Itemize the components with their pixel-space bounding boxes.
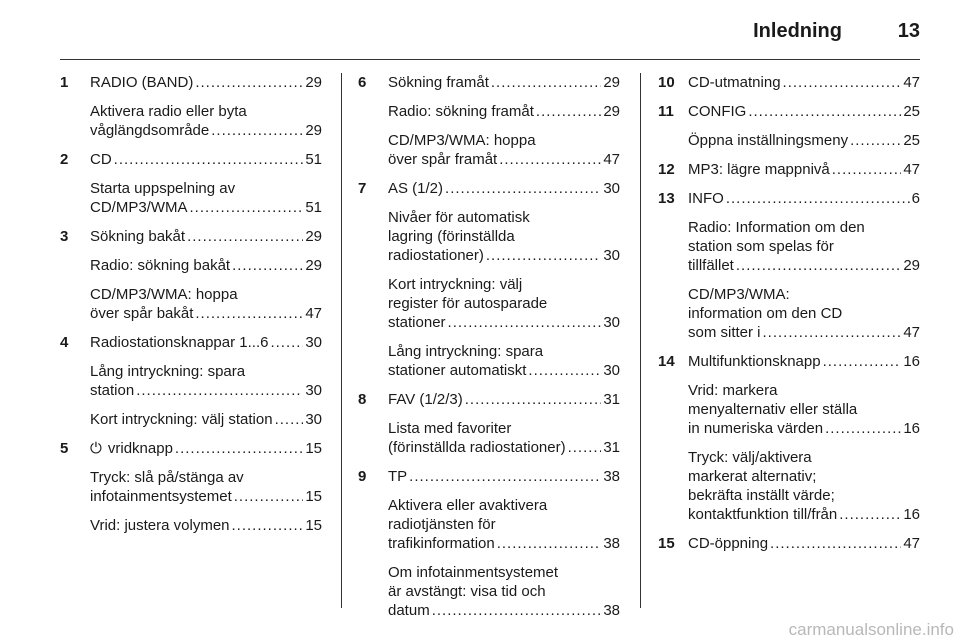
toc-line xyxy=(688,73,920,92)
line-text: Kort intryckning: välj xyxy=(388,276,523,293)
page-reference: 30 xyxy=(603,362,620,379)
entry-number: 3 xyxy=(60,228,69,245)
line-text: bekräfta inställt värde; xyxy=(688,487,835,504)
entry-number: 1 xyxy=(60,74,69,91)
entry-number: 10 xyxy=(658,74,675,91)
page-reference: 6 xyxy=(911,190,920,207)
index-entry xyxy=(358,73,620,169)
line-text: radiostationer) xyxy=(388,247,484,264)
line-text: över spår bakåt xyxy=(90,305,194,322)
toc-line xyxy=(90,487,322,506)
line-text: Multifunktionsknapp xyxy=(688,353,821,370)
index-entry xyxy=(60,439,322,535)
toc-line xyxy=(388,534,620,553)
dot-leader xyxy=(232,256,303,275)
dot-leader xyxy=(190,198,304,217)
line-text: CD-öppning xyxy=(688,535,769,552)
toc-line xyxy=(90,227,322,246)
line-text: är avstängt: visa tid och xyxy=(388,583,546,600)
page-reference: 30 xyxy=(305,411,322,428)
dot-leader xyxy=(763,323,902,342)
index-entry xyxy=(358,390,620,457)
description-line xyxy=(388,582,620,601)
line-text: (förinställda radiostationer) xyxy=(388,439,566,456)
dot-leader xyxy=(232,516,304,535)
page-number: 13 xyxy=(897,20,920,42)
description-line xyxy=(688,285,920,304)
description-line xyxy=(688,467,920,486)
description-line xyxy=(688,237,920,256)
page-reference: 16 xyxy=(903,420,920,437)
dot-leader xyxy=(528,361,601,380)
line-text: Nivåer för automatisk xyxy=(388,209,530,226)
entry-number: 7 xyxy=(358,180,367,197)
toc-line xyxy=(90,121,322,140)
index-entry xyxy=(358,179,620,380)
entry-number: 8 xyxy=(358,391,367,408)
description-line xyxy=(388,515,620,534)
toc-line xyxy=(688,131,920,150)
toc-line xyxy=(688,323,920,342)
dot-leader xyxy=(770,534,901,553)
column-divider-2 xyxy=(640,73,641,608)
line-text: Radio: sökning bakåt xyxy=(90,257,231,274)
line-text: RADIO (BAND) xyxy=(90,74,194,91)
entry-number: 2 xyxy=(60,151,69,168)
toc-line xyxy=(90,304,322,323)
page-reference: 30 xyxy=(305,334,322,351)
entry-number: 12 xyxy=(658,161,675,178)
page-reference: 29 xyxy=(305,228,322,245)
dot-leader xyxy=(187,227,303,246)
line-text: CD/MP3/WMA: hoppa xyxy=(90,286,238,303)
toc-line xyxy=(688,102,920,121)
toc-line xyxy=(90,516,322,535)
page-reference: 38 xyxy=(603,602,620,619)
line-text: CD/MP3/WMA: hoppa xyxy=(388,132,536,149)
page-reference: 29 xyxy=(305,257,322,274)
line-text: INFO xyxy=(688,190,724,207)
page-reference: 31 xyxy=(603,391,620,408)
line-text: Lång intryckning: spara xyxy=(388,343,544,360)
index-entry xyxy=(658,352,920,524)
page-reference: 16 xyxy=(903,506,920,523)
line-text: FAV (1/2/3) xyxy=(388,391,463,408)
line-text: MP3: lägre mappnivå xyxy=(688,161,830,178)
line-text: station xyxy=(90,382,135,399)
line-text: markerat alternativ; xyxy=(688,468,817,485)
page-reference: 15 xyxy=(305,440,322,457)
description-line xyxy=(688,486,920,505)
page-reference: 38 xyxy=(603,535,620,552)
page-reference: 47 xyxy=(603,151,620,168)
page-title: Inledning xyxy=(753,20,842,42)
description-line xyxy=(688,448,920,467)
line-text: över spår framåt xyxy=(388,151,498,168)
column-divider-1 xyxy=(341,73,342,608)
page-reference: 47 xyxy=(903,324,920,341)
line-text: Aktivera radio eller byta xyxy=(90,103,247,120)
toc-line xyxy=(90,150,322,169)
index-entry xyxy=(358,467,620,620)
line-text: Öppna inställningsmeny xyxy=(688,132,849,149)
toc-line xyxy=(688,160,920,179)
dot-leader xyxy=(136,381,303,400)
description-line xyxy=(688,381,920,400)
line-text: register för autosparade xyxy=(388,295,548,312)
entry-number: 11 xyxy=(658,103,674,120)
toc-line xyxy=(388,179,620,198)
line-text: Starta uppspelning av xyxy=(90,180,236,197)
toc-line xyxy=(388,361,620,380)
entry-number: 9 xyxy=(358,468,367,485)
index-entry xyxy=(60,150,322,217)
description-line xyxy=(388,563,620,582)
toc-line xyxy=(90,410,322,429)
line-text: Vrid: justera volymen xyxy=(90,517,230,534)
description-line xyxy=(388,227,620,246)
line-text: Sökning framåt xyxy=(388,74,489,91)
line-text: Tryck: välj/aktivera xyxy=(688,449,812,466)
index-entry xyxy=(60,73,322,140)
index-entry xyxy=(60,333,322,429)
description-line xyxy=(388,131,620,150)
toc-line xyxy=(388,150,620,169)
dot-leader xyxy=(832,160,902,179)
dot-leader xyxy=(825,419,901,438)
line-text: Lång intryckning: spara xyxy=(90,363,246,380)
dot-leader xyxy=(114,150,304,169)
toc-line xyxy=(688,534,920,553)
page-reference: 38 xyxy=(603,468,620,485)
description-line xyxy=(688,400,920,419)
line-text: våglängdsområde xyxy=(90,122,210,139)
line-text: information om den CD xyxy=(688,305,843,322)
page-reference: 25 xyxy=(903,132,920,149)
header-rule xyxy=(60,59,920,60)
line-text: Radio: Information om den xyxy=(688,219,865,236)
line-text: stationer automatiskt xyxy=(388,362,527,379)
dot-leader xyxy=(234,487,304,506)
dot-leader xyxy=(448,313,602,332)
toc-line xyxy=(388,102,620,121)
index-entry xyxy=(658,160,920,179)
line-text: infotainmentsystemet xyxy=(90,488,232,505)
line-text: Kort intryckning: välj station xyxy=(90,411,273,428)
line-text: tillfället xyxy=(688,257,734,274)
page-reference: 15 xyxy=(305,488,322,505)
page-reference: 29 xyxy=(603,103,620,120)
dot-leader xyxy=(195,73,303,92)
line-text: station som spelas för xyxy=(688,238,834,255)
description-line xyxy=(388,294,620,313)
entry-number: 15 xyxy=(658,535,675,552)
page-reference: 47 xyxy=(903,535,920,552)
description-line xyxy=(688,304,920,323)
line-text: Tryck: slå på/stänga av xyxy=(90,469,244,486)
dot-leader xyxy=(275,410,304,429)
page-reference: 30 xyxy=(603,180,620,197)
dot-leader xyxy=(839,505,901,524)
line-text: CD/MP3/WMA: xyxy=(688,286,790,303)
line-text: trafikinformation xyxy=(388,535,495,552)
description-line xyxy=(90,468,322,487)
entry-number: 5 xyxy=(60,440,69,457)
column-3 xyxy=(658,73,920,553)
index-entry xyxy=(658,73,920,92)
toc-line xyxy=(688,352,920,371)
page-reference: 30 xyxy=(603,247,620,264)
toc-line xyxy=(90,439,322,458)
dot-leader xyxy=(445,179,601,198)
dot-leader xyxy=(270,333,303,352)
dot-leader xyxy=(783,73,902,92)
line-text: CD-utmatning xyxy=(688,74,781,91)
dot-leader xyxy=(736,256,901,275)
line-text: CD xyxy=(90,151,112,168)
index-entry xyxy=(658,534,920,553)
dot-leader xyxy=(823,352,902,371)
toc-line xyxy=(388,390,620,409)
dot-leader xyxy=(491,73,601,92)
entry-number: 6 xyxy=(358,74,367,91)
entry-number: 4 xyxy=(60,334,69,351)
line-text: Radiostationsknappar 1...6 xyxy=(90,334,269,351)
toc-line xyxy=(90,198,322,217)
toc-line xyxy=(388,467,620,486)
dot-leader xyxy=(497,534,602,553)
line-text: menyalternativ eller ställa xyxy=(688,401,858,418)
entry-number: 14 xyxy=(658,353,675,370)
line-text: CD/MP3/WMA xyxy=(90,199,188,216)
index-entry xyxy=(658,102,920,150)
page-reference: 29 xyxy=(603,74,620,91)
line-text: som sitter i xyxy=(688,324,761,341)
power-icon: ⏻ xyxy=(90,439,102,457)
line-text: in numeriska värden xyxy=(688,420,824,437)
toc-line xyxy=(688,256,920,275)
page-reference: 47 xyxy=(903,74,920,91)
column-2 xyxy=(358,73,620,620)
description-line xyxy=(90,285,322,304)
page-reference: 25 xyxy=(903,103,920,120)
description-line xyxy=(688,218,920,237)
page-reference: 31 xyxy=(603,439,620,456)
dot-leader xyxy=(536,102,601,121)
description-line xyxy=(90,362,322,381)
line-text: vridknapp xyxy=(107,440,173,457)
description-line xyxy=(388,208,620,227)
watermark-text: carmanualsonline.info xyxy=(788,620,954,639)
dot-leader xyxy=(499,150,601,169)
page-reference: 15 xyxy=(305,517,322,534)
line-text: Sökning bakåt xyxy=(90,228,186,245)
dot-leader xyxy=(850,131,901,150)
dot-leader xyxy=(175,439,303,458)
page-reference: 47 xyxy=(305,305,322,322)
column-1 xyxy=(60,73,322,535)
line-text: Radio: sökning framåt xyxy=(388,103,534,120)
line-text: TP xyxy=(388,468,408,485)
toc-line xyxy=(688,505,920,524)
page-reference: 30 xyxy=(603,314,620,331)
toc-line xyxy=(388,601,620,620)
description-line xyxy=(388,496,620,515)
description-line xyxy=(90,102,322,121)
line-text: Aktivera eller avaktivera xyxy=(388,497,548,514)
page-reference: 29 xyxy=(903,257,920,274)
dot-leader xyxy=(409,467,601,486)
description-line xyxy=(90,179,322,198)
line-text: datum xyxy=(388,602,430,619)
toc-line xyxy=(388,73,620,92)
toc-line xyxy=(90,381,322,400)
dot-leader xyxy=(726,189,910,208)
dot-leader xyxy=(195,304,303,323)
description-line xyxy=(388,419,620,438)
page-reference: 16 xyxy=(903,353,920,370)
page-reference: 51 xyxy=(305,151,322,168)
toc-line xyxy=(388,313,620,332)
line-text: Vrid: markera xyxy=(688,382,778,399)
line-text: stationer xyxy=(388,314,446,331)
toc-line xyxy=(90,73,322,92)
toc-line xyxy=(388,246,620,265)
dot-leader xyxy=(432,601,602,620)
page-reference: 51 xyxy=(305,199,322,216)
line-text: Lista med favoriter xyxy=(388,420,512,437)
line-text: radiotjänsten för xyxy=(388,516,496,533)
entry-number: 13 xyxy=(658,190,675,207)
index-entry xyxy=(60,227,322,323)
dot-leader xyxy=(465,390,602,409)
line-text: kontaktfunktion till/från xyxy=(688,506,838,523)
toc-line xyxy=(688,419,920,438)
page-reference: 29 xyxy=(305,74,322,91)
toc-line xyxy=(90,256,322,275)
line-text: lagring (förinställda xyxy=(388,228,515,245)
dot-leader xyxy=(211,121,303,140)
toc-line xyxy=(90,333,322,352)
line-text: CONFIG xyxy=(688,103,747,120)
page-reference: 30 xyxy=(305,382,322,399)
index-entry xyxy=(658,189,920,342)
toc-line xyxy=(388,438,620,457)
line-text: AS (1/2) xyxy=(388,180,444,197)
dot-leader xyxy=(748,102,901,121)
dot-leader xyxy=(568,438,602,457)
page-reference: 47 xyxy=(903,161,920,178)
dot-leader xyxy=(486,246,601,265)
description-line xyxy=(388,275,620,294)
description-line xyxy=(388,342,620,361)
page-reference: 29 xyxy=(305,122,322,139)
line-text: Om infotainmentsystemet xyxy=(388,564,559,581)
toc-line xyxy=(688,189,920,208)
